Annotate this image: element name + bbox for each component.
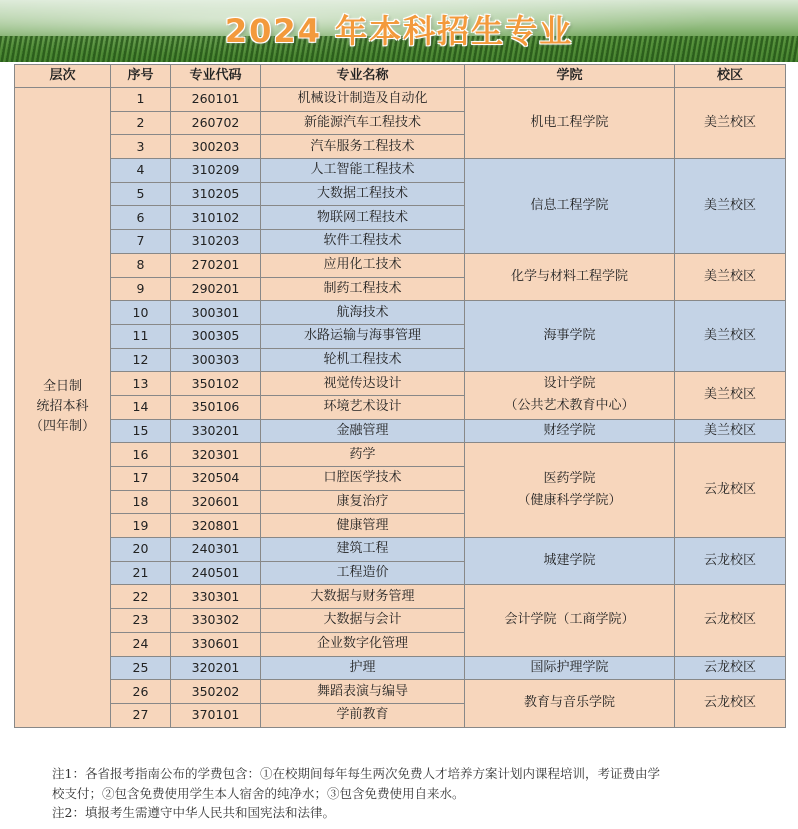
major-name: 航海技术 [261, 301, 465, 325]
note-1-line-1: 注1：各省报考指南公布的学费包含：①在校期间每年每生两次免费人才培养方案计划内课程培训，考证费由学 [52, 766, 660, 781]
college-name: 教育与音乐学院 [523, 695, 615, 711]
header-number: 序号 [111, 65, 171, 88]
row-number: 8 [111, 253, 171, 277]
table-row [15, 443, 786, 467]
college-cell [465, 301, 675, 372]
row-number: 20 [111, 538, 171, 562]
header-major-name: 专业名称 [261, 65, 465, 88]
row-number: 10 [111, 301, 171, 325]
college-cell [465, 419, 675, 443]
level-line: 全日制 [42, 379, 82, 395]
major-name: 大数据工程技术 [261, 182, 465, 206]
major-code: 310209 [171, 159, 261, 183]
college-name: 信息工程学院 [530, 197, 609, 213]
major-code: 330201 [171, 419, 261, 443]
row-number: 1 [111, 88, 171, 112]
row-number: 22 [111, 585, 171, 609]
major-name: 工程造价 [261, 561, 465, 585]
row-number: 23 [111, 609, 171, 633]
college-name: 城建学院 [543, 553, 596, 569]
major-code: 270201 [171, 253, 261, 277]
campus-cell: 云龙校区 [675, 443, 786, 538]
major-code: 240301 [171, 538, 261, 562]
major-code: 320201 [171, 656, 261, 680]
row-number: 7 [111, 230, 171, 254]
note-2: 注2：填报考生需遵守中华人民共和国宪法和法律。 [52, 805, 335, 820]
major-code: 260101 [171, 88, 261, 112]
major-code: 300305 [171, 324, 261, 348]
header-campus: 校区 [675, 65, 786, 88]
major-code: 330301 [171, 585, 261, 609]
college-cell [465, 656, 675, 680]
college-cell [465, 680, 675, 727]
level-line: （四年制） [29, 419, 95, 435]
banner [0, 0, 798, 62]
college-cell [465, 585, 675, 656]
college-name: 海事学院 [543, 328, 596, 344]
row-number: 14 [111, 395, 171, 419]
table-row [15, 419, 786, 443]
row-number: 6 [111, 206, 171, 230]
majors-table [14, 64, 786, 728]
college-name: 设计学院 [543, 376, 596, 392]
row-number: 27 [111, 703, 171, 727]
page-title: 2024 年本科招生专业 [224, 12, 574, 50]
row-number: 11 [111, 324, 171, 348]
major-name: 企业数字化管理 [261, 632, 465, 656]
major-name: 软件工程技术 [261, 230, 465, 254]
campus-cell: 云龙校区 [675, 585, 786, 656]
major-code: 310205 [171, 182, 261, 206]
row-number: 26 [111, 680, 171, 704]
header-major-code: 专业代码 [171, 65, 261, 88]
college-cell [465, 443, 675, 538]
row-number: 15 [111, 419, 171, 443]
college-name: 医药学院 [543, 471, 596, 487]
major-name: 口腔医学技术 [261, 467, 465, 491]
table-row [15, 680, 786, 704]
row-number: 2 [111, 111, 171, 135]
major-code: 350102 [171, 372, 261, 396]
row-number: 13 [111, 372, 171, 396]
row-number: 25 [111, 656, 171, 680]
level-cell [15, 88, 111, 728]
major-code: 320504 [171, 467, 261, 491]
header-level: 层次 [15, 65, 111, 88]
major-name: 舞蹈表演与编导 [261, 680, 465, 704]
major-name: 应用化工技术 [261, 253, 465, 277]
major-code: 310102 [171, 206, 261, 230]
row-number: 24 [111, 632, 171, 656]
note-1-line-2: 校支付；②包含免费使用学生本人宿舍的纯净水；③包含免费使用自来水。 [52, 785, 465, 801]
table-row [15, 301, 786, 325]
table-row [15, 656, 786, 680]
college-cell [465, 88, 675, 159]
college-cell [465, 538, 675, 585]
major-name: 轮机工程技术 [261, 348, 465, 372]
campus-cell: 美兰校区 [675, 253, 786, 300]
campus-cell: 美兰校区 [675, 301, 786, 372]
major-name: 物联网工程技术 [261, 206, 465, 230]
college-name: 机电工程学院 [530, 115, 609, 131]
table-row [15, 372, 786, 396]
row-number: 9 [111, 277, 171, 301]
college-name: 国际护理学院 [530, 659, 609, 675]
campus-cell: 美兰校区 [675, 159, 786, 254]
major-name: 康复治疗 [261, 490, 465, 514]
major-name: 视觉传达设计 [261, 372, 465, 396]
major-name: 护理 [261, 656, 465, 680]
campus-cell: 美兰校区 [675, 419, 786, 443]
major-code: 300203 [171, 135, 261, 159]
college-name: 财经学院 [543, 422, 596, 438]
campus-cell: 美兰校区 [675, 88, 786, 159]
row-number: 5 [111, 182, 171, 206]
row-number: 16 [111, 443, 171, 467]
major-name: 健康管理 [261, 514, 465, 538]
row-number: 4 [111, 159, 171, 183]
major-code: 240501 [171, 561, 261, 585]
major-code: 370101 [171, 703, 261, 727]
major-name: 机械设计制造及自动化 [261, 88, 465, 112]
major-code: 300303 [171, 348, 261, 372]
major-code: 320801 [171, 514, 261, 538]
table-row [15, 88, 786, 112]
college-cell [465, 372, 675, 419]
table-row [15, 253, 786, 277]
major-code: 330601 [171, 632, 261, 656]
major-code: 330302 [171, 609, 261, 633]
major-code: 350106 [171, 395, 261, 419]
major-code: 320301 [171, 443, 261, 467]
campus-cell: 云龙校区 [675, 680, 786, 727]
major-name: 药学 [261, 443, 465, 467]
major-name: 金融管理 [261, 419, 465, 443]
row-number: 3 [111, 135, 171, 159]
major-code: 310203 [171, 230, 261, 254]
header-college: 学院 [465, 65, 675, 88]
row-number: 17 [111, 467, 171, 491]
college-name: （健康科学学院） [517, 493, 622, 509]
campus-cell: 云龙校区 [675, 538, 786, 585]
college-cell [465, 253, 675, 300]
table-row [15, 585, 786, 609]
row-number: 19 [111, 514, 171, 538]
college-name: （公共艺术教育中心） [504, 398, 635, 414]
major-name: 水路运输与海事管理 [261, 324, 465, 348]
college-cell [465, 159, 675, 254]
major-name: 学前教育 [261, 703, 465, 727]
major-name: 环境艺术设计 [261, 395, 465, 419]
table-header-row [15, 65, 786, 88]
major-name: 新能源汽车工程技术 [261, 111, 465, 135]
major-name: 汽车服务工程技术 [261, 135, 465, 159]
major-code: 300301 [171, 301, 261, 325]
major-code: 320601 [171, 490, 261, 514]
campus-cell: 云龙校区 [675, 656, 786, 680]
notes [52, 764, 762, 823]
campus-cell: 美兰校区 [675, 372, 786, 419]
major-name: 建筑工程 [261, 538, 465, 562]
major-name: 大数据与会计 [261, 609, 465, 633]
level-line: 统招本科 [36, 399, 89, 415]
row-number: 12 [111, 348, 171, 372]
major-name: 大数据与财务管理 [261, 585, 465, 609]
major-name: 人工智能工程技术 [261, 159, 465, 183]
row-number: 18 [111, 490, 171, 514]
college-name: 会计学院（工商学院） [504, 612, 635, 628]
row-number: 21 [111, 561, 171, 585]
table-row [15, 538, 786, 562]
major-code: 260702 [171, 111, 261, 135]
major-code: 290201 [171, 277, 261, 301]
major-name: 制药工程技术 [261, 277, 465, 301]
major-code: 350202 [171, 680, 261, 704]
college-name: 化学与材料工程学院 [510, 269, 628, 284]
table-row [15, 159, 786, 183]
